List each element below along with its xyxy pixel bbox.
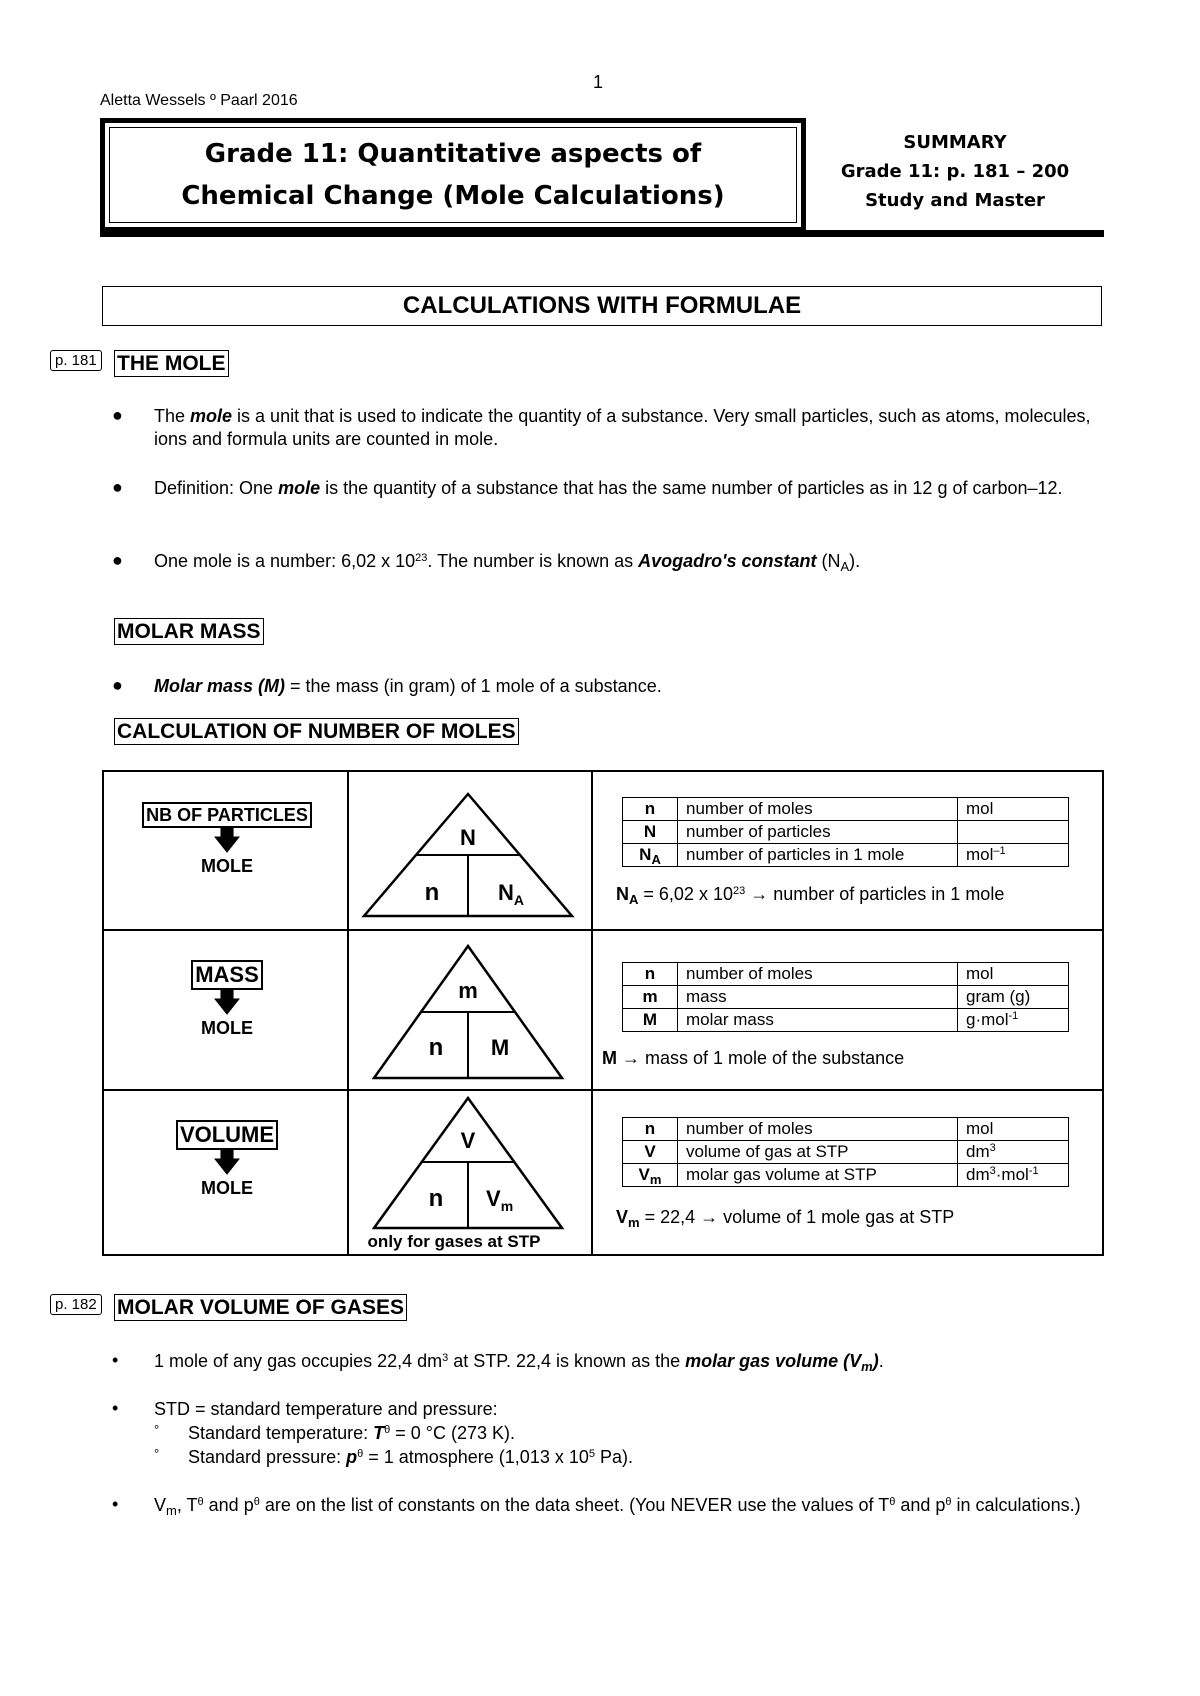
tri-right-NA: $N_A$ bbox=[498, 880, 525, 908]
summary-block bbox=[806, 128, 1104, 215]
column-divider bbox=[591, 772, 593, 1254]
bullet-icon: ● bbox=[112, 550, 123, 570]
bullet-icon: • bbox=[112, 1494, 119, 1514]
tri-top-m: m bbox=[458, 978, 478, 1003]
tri-right-M: M bbox=[490, 1035, 510, 1060]
summary-pages: Grade 11: p. 181 – 200 bbox=[840, 161, 1070, 182]
heading-the-mole: THE MOLE bbox=[114, 350, 229, 377]
gases-heading bbox=[114, 1296, 407, 1320]
calc-heading bbox=[114, 720, 519, 744]
flow-mass bbox=[112, 960, 342, 1042]
column-divider bbox=[347, 772, 349, 1254]
molar-volume-note: $V_m = 22,4$ → volume of 1 mole gas at STP bbox=[616, 1207, 955, 1230]
row-divider bbox=[104, 929, 1102, 931]
table-row: V volume of gas at STP $dm^3$ bbox=[623, 1141, 1069, 1164]
gases-bullet-3: $V_m$, $T^\theta$ and $p^\theta$ are on the list of constants on the data sheet. (You NEVER use the values of $T^\theta$ and $p^\theta$ in calculations.) bbox=[154, 1495, 1081, 1518]
bullet-icon: • bbox=[112, 1398, 119, 1418]
triangle-mass bbox=[372, 942, 572, 1082]
page-ref-label: p. 181 bbox=[50, 350, 102, 371]
sub-bullet-icon: ° bbox=[154, 1446, 160, 1461]
flow-volume bbox=[112, 1120, 342, 1202]
title-inner bbox=[109, 127, 797, 223]
symbol-table-particles bbox=[622, 797, 1069, 867]
page-ref-181 bbox=[50, 352, 102, 370]
flow-to-mole: MOLE bbox=[201, 1018, 253, 1038]
symbol-table-mass bbox=[622, 962, 1069, 1032]
molar-mass-heading bbox=[114, 620, 264, 644]
molar-mass-note: M → mass of 1 mole of the substance bbox=[602, 1048, 905, 1068]
title-box bbox=[100, 118, 806, 232]
flow-from-volume: VOLUME bbox=[176, 1120, 278, 1150]
symbol-table-volume bbox=[622, 1117, 1069, 1187]
table-row: $N_A$ number of particles in 1 mole mol$^{-1}$ bbox=[623, 844, 1069, 867]
gases-bullet-2: STD = standard temperature and pressure: bbox=[154, 1399, 498, 1419]
heading-molar-volume: MOLAR VOLUME OF GASES bbox=[114, 1294, 407, 1321]
mole-bullet-3: One mole is a number: 6,02 x $10^{23}$. The number is known as Avogadro's constant $(N_A)$. bbox=[154, 551, 861, 574]
title-line-2: Chemical Change (Mole Calculations) bbox=[181, 181, 725, 211]
page-ref-label: p. 182 bbox=[50, 1294, 102, 1315]
bullet-icon: ● bbox=[112, 405, 123, 425]
heading-molar-mass: MOLAR MASS bbox=[114, 618, 264, 645]
gases-bullet-1: 1 mole of any gas occupies 22,4 $dm^3$ at STP. 22,4 is known as the molar gas volume $(V_m)$. bbox=[154, 1351, 884, 1374]
down-arrow-icon: 🡇 bbox=[213, 825, 241, 855]
title-line-1: Grade 11: Quantitative aspects of bbox=[204, 139, 702, 169]
avogadro-note: $N_A = 6,02$ x $10^{23}$ → number of particles in 1 mole bbox=[616, 884, 1005, 907]
calculation-table bbox=[102, 770, 1104, 1256]
table-row: M molar mass g·mol$^{-1}$ bbox=[623, 1009, 1069, 1032]
tri-right-Vm: $V_m$ bbox=[486, 1186, 514, 1214]
tri-left-n: n bbox=[428, 1034, 444, 1061]
row-divider bbox=[104, 1089, 1102, 1091]
molar-mass-bullet: Molar mass (M) = the mass (in gram) of 1 mole of a substance. bbox=[154, 676, 662, 696]
page-ref-182 bbox=[50, 1296, 102, 1314]
table-row: m mass gram (g) bbox=[623, 986, 1069, 1009]
flow-to-mole: MOLE bbox=[201, 1178, 253, 1198]
sub-bullet-icon: ° bbox=[154, 1422, 160, 1437]
table-row: n number of moles mol bbox=[623, 798, 1069, 821]
bullet-icon: ● bbox=[112, 675, 123, 695]
tri-left-n: n bbox=[424, 879, 440, 906]
standard-temperature: Standard temperature: $T^\theta = 0$ °C (273 K). bbox=[188, 1423, 515, 1443]
tri-top-V: V bbox=[460, 1128, 476, 1153]
flow-from-mass: MASS bbox=[191, 960, 263, 990]
table-row: n number of moles mol bbox=[623, 1118, 1069, 1141]
bullet-icon: • bbox=[112, 1350, 119, 1370]
standard-pressure: Standard pressure: $p^\theta = 1$ atmosphere (1,013 x $10^5$ Pa). bbox=[188, 1447, 634, 1467]
flow-from-particles: NB OF PARTICLES bbox=[142, 802, 312, 828]
section-title: CALCULATIONS WITH FORMULAE bbox=[102, 286, 1102, 326]
triangle-particles bbox=[360, 790, 580, 920]
summary-source: Study and Master bbox=[865, 190, 1045, 211]
down-arrow-icon: 🡇 bbox=[213, 1147, 241, 1177]
header-rule bbox=[100, 230, 1104, 237]
bullet-icon: ● bbox=[112, 477, 123, 497]
mole-bullet-1: The mole is a unit that is used to indicate the quantity of a substance. Very small particles, such as atoms, molecules, ions and formula units are counted in mole. bbox=[154, 406, 1091, 449]
heading-calc: CALCULATION OF NUMBER OF MOLES bbox=[114, 718, 519, 745]
author-line: Aletta Wessels º Paarl 2016 bbox=[100, 92, 298, 109]
table-row: n number of moles mol bbox=[623, 963, 1069, 986]
mole-heading bbox=[114, 352, 229, 376]
tri-left-n: n bbox=[428, 1185, 444, 1212]
down-arrow-icon: 🡇 bbox=[213, 987, 241, 1017]
triangle-volume bbox=[372, 1094, 572, 1234]
flow-particles bbox=[112, 802, 342, 880]
flow-to-mole: MOLE bbox=[201, 856, 253, 876]
table-row: $V_m$ molar gas volume at STP $dm^3\cdot mol^{-1}$ bbox=[623, 1164, 1069, 1187]
page-number: 1 bbox=[593, 72, 604, 92]
gas-stp-note: only for gases at STP bbox=[367, 1232, 541, 1251]
mole-bullet-2: Definition: One mole is the quantity of a substance that has the same number of particles as in 12 g of carbon–12. bbox=[154, 478, 1063, 498]
summary-label: SUMMARY bbox=[903, 132, 1007, 153]
tri-top-N: N bbox=[460, 825, 476, 850]
table-row: N number of particles bbox=[623, 821, 1069, 844]
